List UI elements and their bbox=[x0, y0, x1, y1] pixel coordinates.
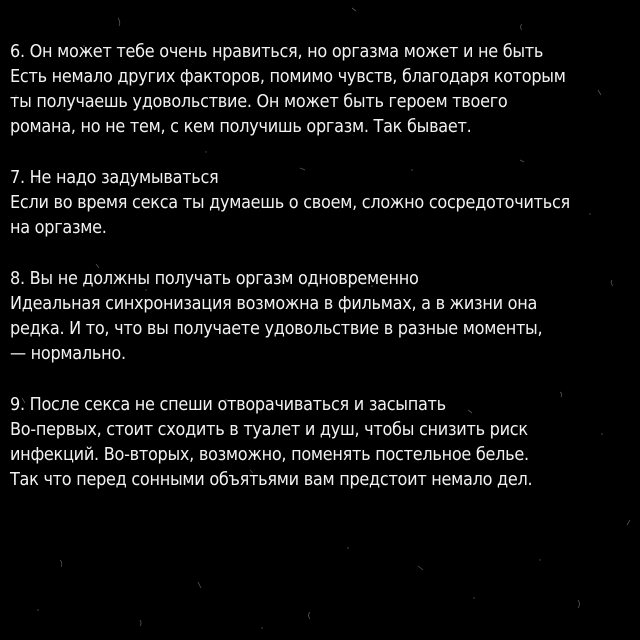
section-text-line: Во-первых, стоит сходить в туалет и душ, чтобы снизить риск bbox=[10, 420, 528, 440]
section-6 bbox=[10, 40, 634, 140]
section-heading: 8. Вы не должны получать оргазм одновременно bbox=[10, 269, 419, 289]
section-text-line: Так что перед сонными объятьями вам предстоит немало дел. bbox=[10, 470, 533, 490]
section-text-line: Есть немало других факторов, помимо чувств, благодаря которым bbox=[10, 67, 566, 87]
section-text-line: романа, но не тем, с кем получишь оргазм. Так бывает. bbox=[10, 117, 472, 137]
section-text-line: ты получаешь удовольствие. Он может быть героем твоего bbox=[10, 92, 508, 112]
section-text-line: на оргазме. bbox=[10, 218, 107, 238]
section-text-line: Если во время секса ты думаешь о своем, сложно сосредоточиться bbox=[10, 193, 570, 213]
section-7 bbox=[10, 166, 634, 241]
section-9 bbox=[10, 393, 634, 493]
text-content bbox=[10, 40, 634, 519]
section-text-line: инфекций. Во-вторых, возможно, поменять постельное белье. bbox=[10, 445, 529, 465]
section-text-line: — нормально. bbox=[10, 344, 126, 364]
section-heading: 7. Не надо задумываться bbox=[10, 168, 219, 188]
section-text-line: редка. И то, что вы получаете удовольствие в разные моменты, bbox=[10, 319, 543, 339]
section-heading: 6. Он может тебе очень нравиться, но оргазма может и не быть bbox=[10, 42, 544, 62]
section-heading: 9. После секса не спеши отворачиваться и засыпать bbox=[10, 395, 446, 415]
section-text-line: Идеальная синхронизация возможна в фильмах, а в жизни она bbox=[10, 294, 538, 314]
section-8 bbox=[10, 267, 634, 367]
